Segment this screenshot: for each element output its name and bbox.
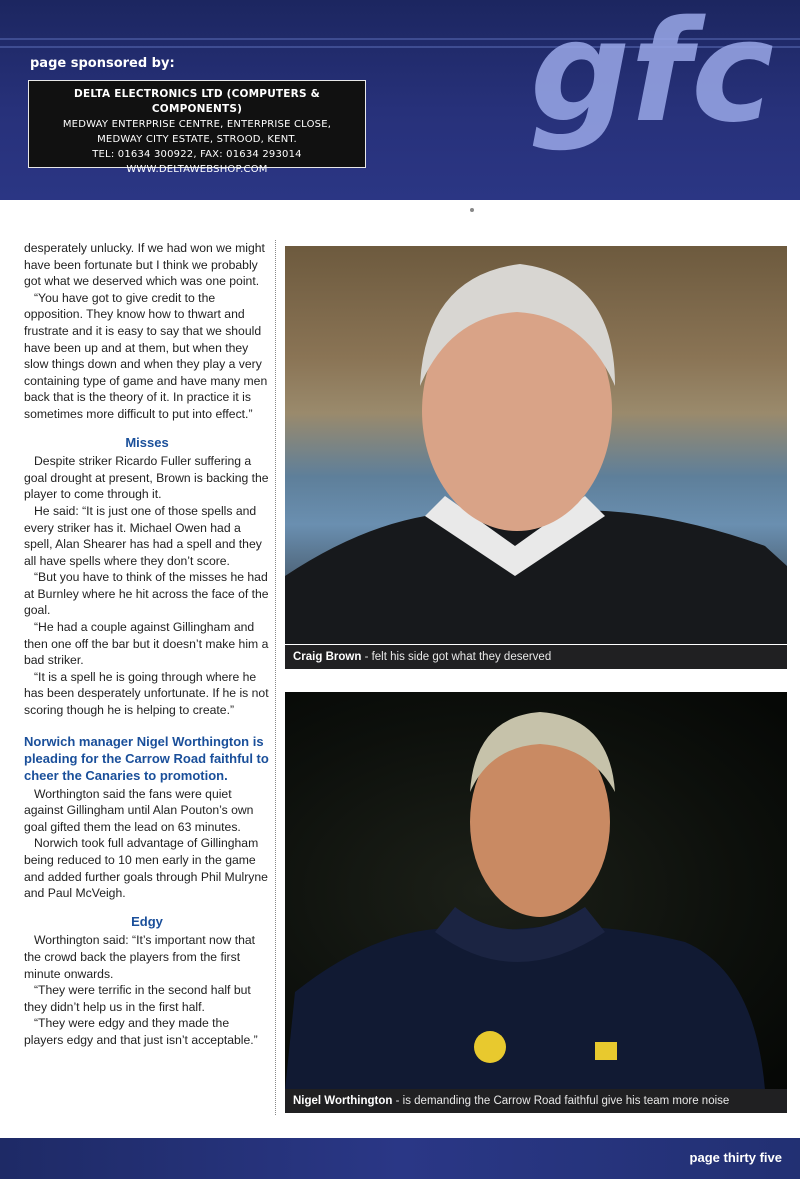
sponsor-website: WWW.DELTAWEBSHOP.COM [126,164,268,175]
caption-name: Craig Brown [293,651,362,663]
caption-text: - is demanding the Carrow Road faithful give his team more noise [392,1095,730,1107]
photo-caption [285,1089,787,1113]
article-paragraph: “It is a spell he is going through where he has been desperately unfortunate. If he is not scoring though he is helping to create.” [24,669,269,718]
article-text-column [24,240,270,1049]
article-paragraph: Worthington said the fans were quiet against Gillingham until Alan Pouton’s own goal gifted them the lead on 63 minutes. [24,786,254,834]
article-paragraph: “You have got to give credit to the opposition. They know how to thwart and frustrate and it is easy to say that we should have been up and at them, but when they slow things down and when they play a very containing type of game and have many men back that is the theory of it. In practice it is sometimes more difficult to put into effect.” [24,290,268,421]
subheading-edgy: Edgy [131,913,163,929]
article-paragraph: “They were terrific in the second half but they didn’t help us in the first half. [24,983,251,1014]
article-paragraph: Worthington said: “It’s important now that the crowd back the players from the first minute onwards. [24,933,256,981]
article-paragraph: “But you have to think of the misses he had at Burnley where he hit across the face of the goal. [24,570,269,618]
sponsor-address-line: MEDWAY CITY ESTATE, STROOD, KENT. [97,134,297,145]
caption-name: Nigel Worthington [293,1095,393,1107]
page-number: page thirty five [689,1150,782,1165]
caption-text: - felt his side got what they deserved [361,651,552,663]
club-logo [520,10,790,190]
article-paragraph: Norwich took full advantage of Gillingham being reduced to 10 men early in the game and added further goals through Phil Mulryne and Paul McVeigh. [24,836,268,901]
photo-caption [285,645,787,669]
portrait-illustration [285,692,787,1090]
article-paragraph: Despite striker Ricardo Fuller suffering a goal drought at present, Brown is backing the player to come through it. [24,454,269,502]
subheading-misses: Misses [125,434,169,450]
sponsor-phone: TEL: 01634 300922, FAX: 01634 293014 [92,149,302,160]
article-paragraph: “They were edgy and they made the players edgy and that just isn’t acceptable.” [24,1016,258,1047]
sponsor-box [28,80,366,175]
print-speck [470,208,474,212]
article-paragraph: He said: “It is just one of those spells and every striker has it. Michael Owen had a spell, Alan Shearer has had a spell and they all have spells where they don’t score. [24,503,262,568]
svg-text:gfc: gfc [530,10,775,154]
page-footer [0,1138,800,1179]
sponsor-company: DELTA ELECTRONICS LTD (COMPUTERS & COMPONENTS) [74,88,320,115]
photo-craig-brown [285,246,787,644]
article-paragraph: “He had a couple against Gillingham and then one off the bar but it doesn’t make him a bad striker. [24,620,269,668]
sponsor-address-line: MEDWAY ENTERPRISE CENTRE, ENTERPRISE CLOSE, [62,119,332,130]
page-header [0,0,800,200]
portrait-illustration [285,246,787,644]
sponsor-title: page sponsored by: [30,56,175,71]
photo-nigel-worthington [285,692,787,1090]
column-divider [275,240,276,1115]
article-lead: Norwich manager Nigel Worthington is pleading for the Carrow Road faithful to cheer the Canaries to promotion. [24,733,269,783]
article-paragraph: desperately unlucky. If we had won we might have been fortunate but I think we probably got what we deserved which was one point. [24,241,265,289]
